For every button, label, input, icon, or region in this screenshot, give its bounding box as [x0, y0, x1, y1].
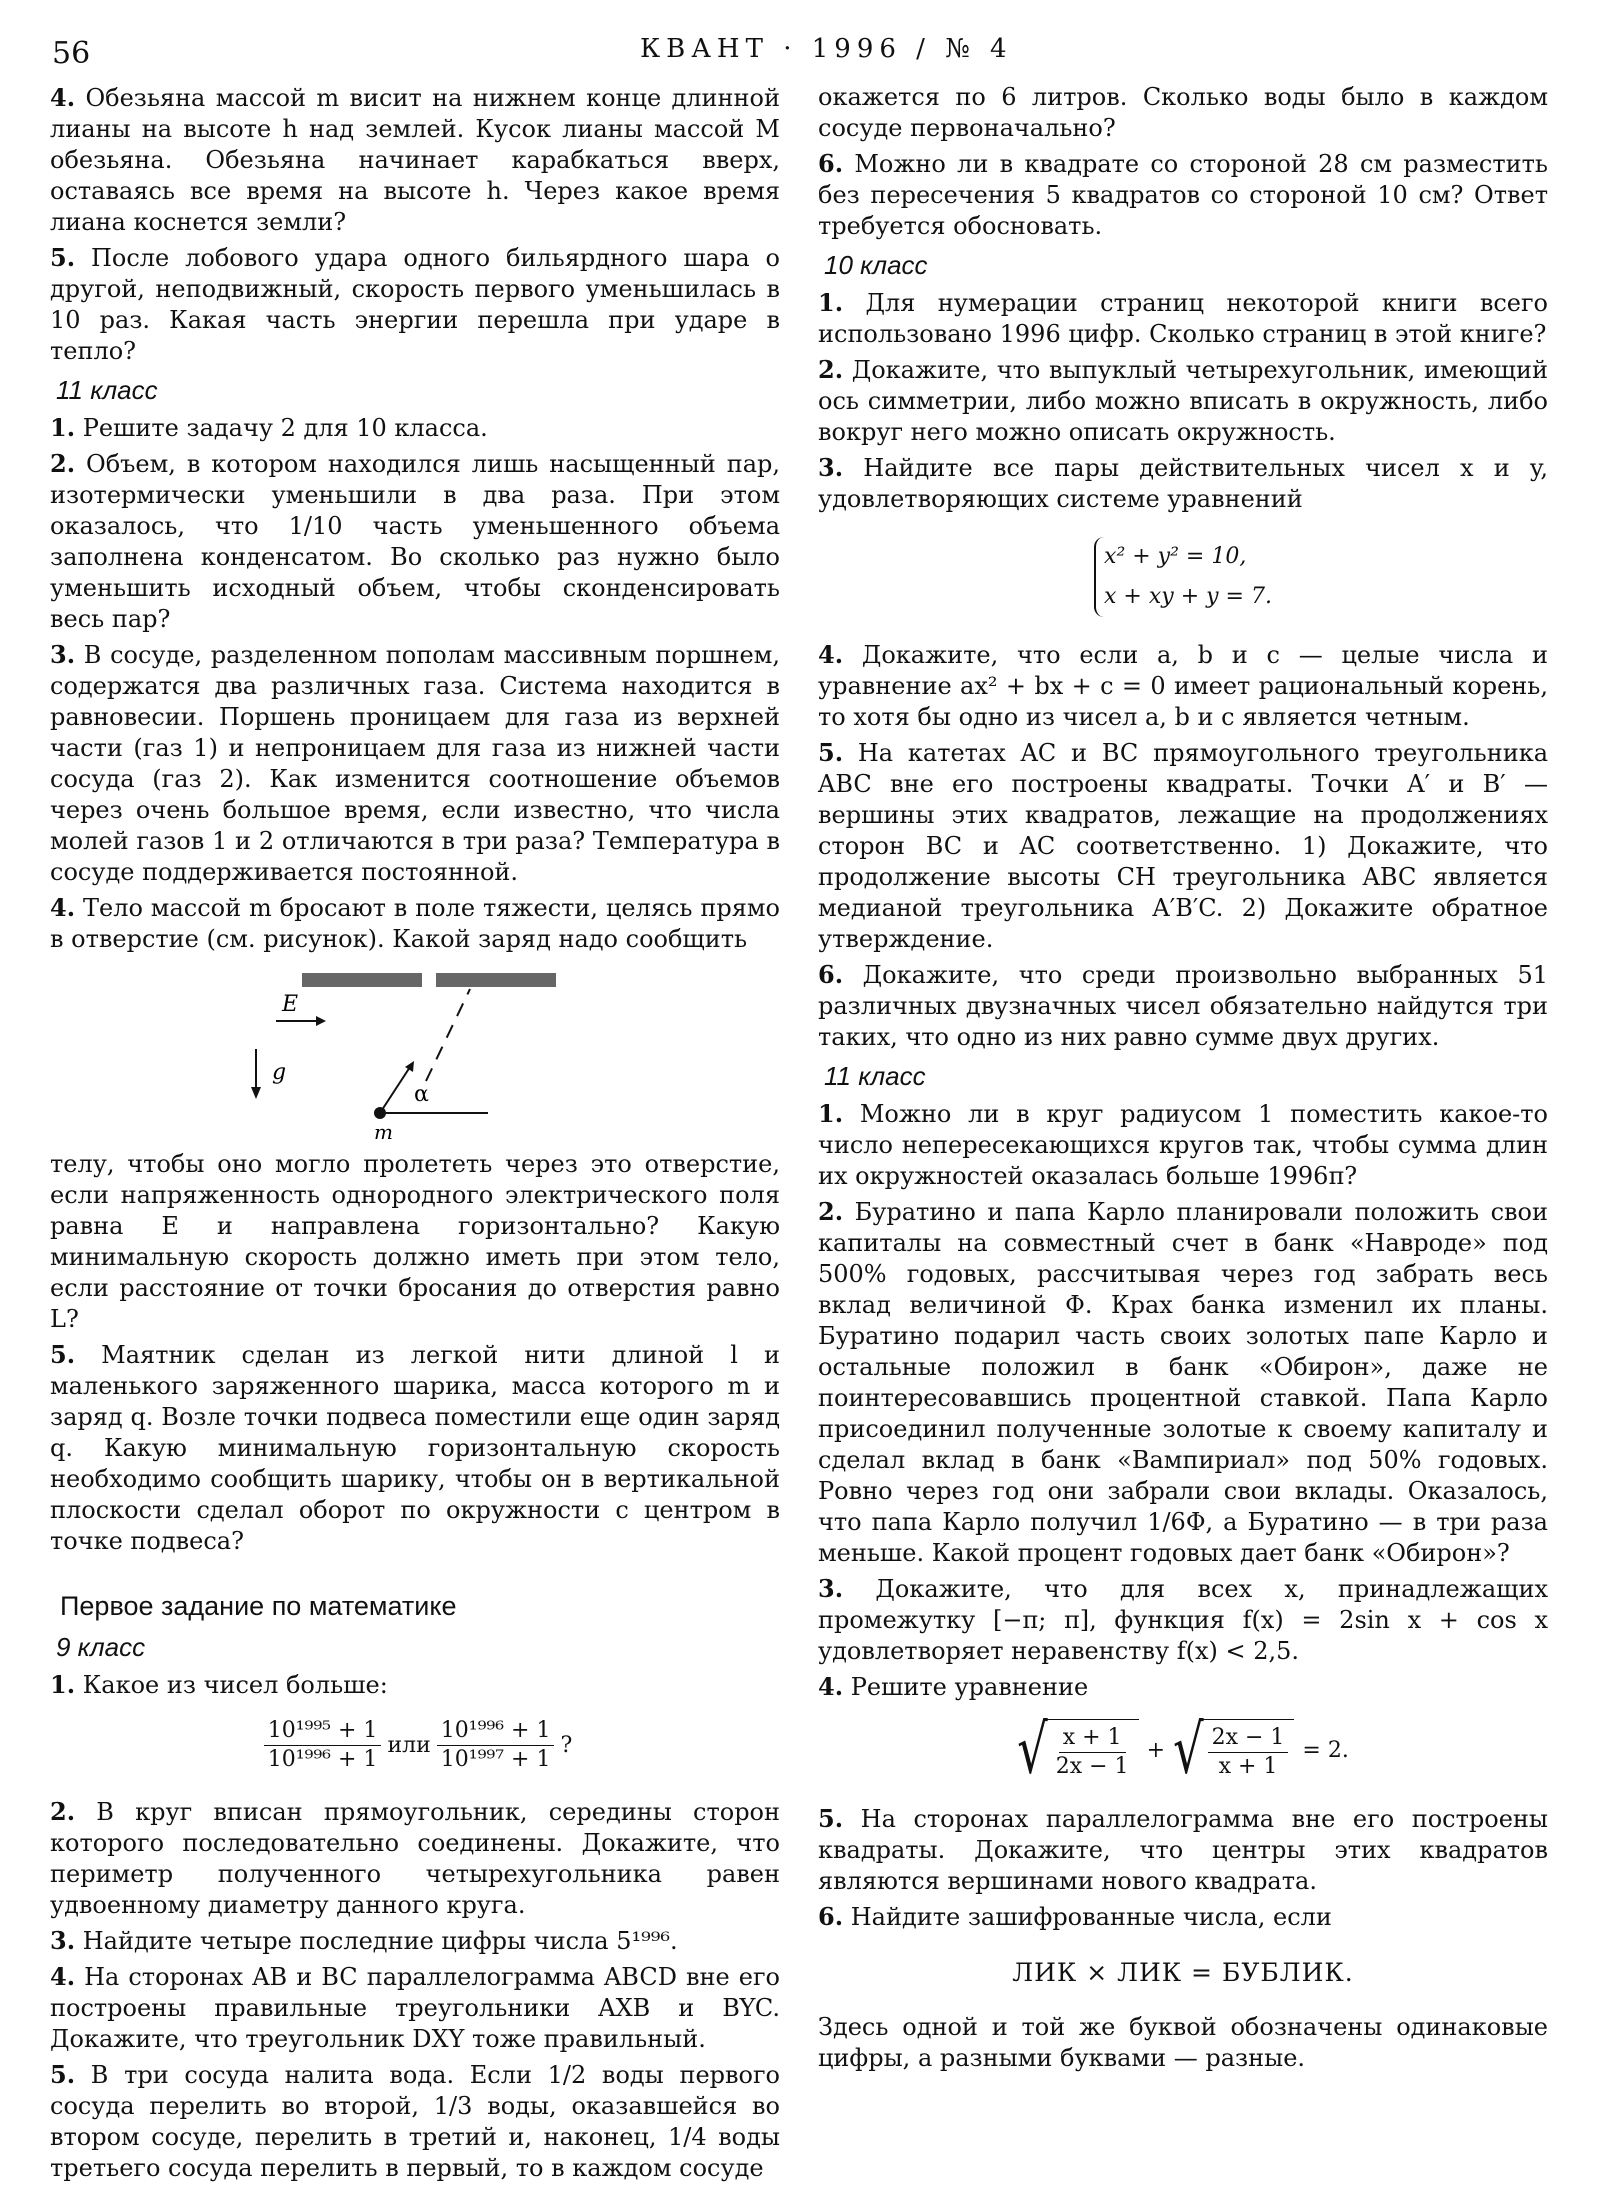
problem-paragraph: 5. На катетах AC и BC прямоугольного треугольника ABC вне его построены квадраты. Точки A′ и B′ — вершины этих квадратов, лежащие на продолжениях сторон BC и AC соответственно. 1) Докажите, что продолжение высоты CH треугольника ABC является медианой треугольника A′B′C. 2) Докажите обратное утверждение. — [818, 738, 1548, 953]
problem-paragraph: 4. Докажите, что если a, b и c — целые числа и уравнение ax² + bx + c = 0 имеет рациональный корень, то хотя бы одно из чисел a, b и c является четным. — [818, 640, 1548, 731]
label-g: g — [272, 1060, 287, 1085]
problem-paragraph: 5. На сторонах параллелограмма вне его построены квадраты. Докажите, что центры этих квадратов являются вершинами нового квадрата. — [818, 1804, 1548, 1895]
left-column — [50, 82, 780, 2188]
label-E: E — [282, 992, 299, 1017]
cipher-equation: ЛИК × ЛИК = БУБЛИК. — [1012, 1958, 1354, 1987]
problem-paragraph: 2. Объем, в котором находился лишь насыщенный пар, изотермически уменьшили в два раза. При этом оказалось, что 1/10 часть уменьшенного объема заполнена конденсатом. Во сколько раз нужно было уменьшить исходный объем, чтобы сконденсировать весь пар? — [50, 449, 780, 633]
problem-paragraph: 1. Решите задачу 2 для 10 класса. — [50, 413, 488, 442]
radical-equation: √ $\frac{x + 1}{2x - 1}$ + √ $\frac{2x - 1}{x + 1}$ = 2. — [1017, 1710, 1349, 1790]
problem-paragraph: 1. Какое из чисел больше: — [50, 1670, 388, 1699]
problem-paragraph: 2. Докажите, что выпуклый четырехугольник, имеющий ось симметрии, либо можно вписать в окружность, либо вокруг него можно описать окружность. — [818, 355, 1548, 446]
wall-right — [436, 973, 556, 987]
problem-paragraph: 4. Решите уравнение — [818, 1672, 1089, 1701]
problem-paragraph: 3. Найдите все пары действительных чисел x и y, удовлетворяющих системе уравнений — [818, 453, 1548, 513]
problem-paragraph: 5. В три сосуда налита вода. Если 1/2 воды первого сосуда перелить во второй, 1/3 воды, оказавшейся во втором сосуде, перелить в третий и, наконец, 1/4 воды третьего сосуда перелить в первый, то в каждом сосуде — [50, 2060, 780, 2182]
problem-paragraph: 5. Маятник сделан из легкой нити длиной l и маленького заряженного шарика, масса которого m и заряд q. Возле точки подвеса поместили еще один заряд q. Какую минимальную горизонтальную скорость необходимо сообщить шарику, чтобы он в вертикальной плоскости сделал оборот по окружности с центром в точке подвеса? — [50, 1340, 780, 1555]
problem-paragraph: 3. Докажите, что для всех x, принадлежащих промежутку [−π; π], функция f(x) = 2sin x + cos x удовлетворяет неравенству f(x) < 2,5. — [818, 1574, 1548, 1665]
closing-paragraph: Здесь одной и той же буквой обозначены одинаковые цифры, а разными буквами — разные. — [818, 2013, 1548, 2072]
problem-paragraph: 1. Можно ли в круг радиусом 1 поместить какое-то число непересекающихся кругов так, чтобы сумма длин их окружностей оказалась больше 1996π? — [818, 1099, 1548, 1190]
physics-diagram — [50, 969, 780, 1139]
problem-paragraph: 4. Обезьяна массой m висит на нижнем конце длинной лианы на высоте h над землей. Кусок лианы массой M обезьяна. Обезьяна начинает карабкаться вверх, оставаясь все время на высоте h. Через какое время лиана коснется земли? — [50, 83, 780, 236]
problem-paragraph: 3. Найдите четыре последние цифры числа 5¹⁹⁹⁶. — [50, 1926, 678, 1955]
section-heading-grade-11-math: 11 класс — [824, 1061, 926, 1091]
section-heading-grade-10: 10 класс — [824, 250, 928, 280]
problem-paragraph: 6. Докажите, что среди произвольно выбранных 51 различных двузначных чисел обязательно найдутся три таких, что одно из них равно сумме двух других. — [818, 960, 1548, 1051]
problem-paragraph: 6. Можно ли в квадрате со стороной 28 см разместить без пересечения 5 квадратов со стороной 10 см? Ответ требуется обосновать. — [818, 149, 1548, 240]
comparison-formula: $\frac{\text{10¹⁹⁹⁵ + 1}}{\text{10¹⁹⁹⁶ + 1}}$ или $\frac{\text{10¹⁹⁹⁶ + 1}}{\text{10¹⁹⁹⁷ + 1}}$ ? — [50, 1717, 780, 1774]
problem-paragraph: 3. В сосуде, разделенном пополам массивным поршнем, содержатся два различных газа. Система находится в равновесии. Поршень проницаем для газа из верхней части (газ 1) и непроницаем для газа из нижней части сосуда (газ 2). Как изменится соотношение объемов через очень большое время, если известно, что числа молей газов 1 и 2 отличаются в три раза? Температура в сосуде поддерживается постоянной. — [50, 640, 780, 886]
problem-paragraph: 1. Для нумерации страниц некоторой книги всего использовано 1996 цифр. Сколько страниц в этой книге? — [818, 288, 1548, 348]
system-equation-2: x + xy + y = 7. — [1104, 584, 1272, 609]
problem-paragraph: 4. На сторонах AB и BC параллелограмма ABCD вне его построены правильные треугольники AXB и BYC. Докажите, что треугольник DXY тоже правильный. — [50, 1962, 780, 2053]
trajectory-line — [426, 989, 470, 1081]
fraction-a: $\frac{\text{10¹⁹⁹⁵ + 1}}{\text{10¹⁹⁹⁶ + 1}}$ — [264, 1717, 382, 1774]
equation-system — [818, 537, 1548, 617]
problem-paragraph: 5. После лобового удара одного бильярдного шара о другой, неподвижный, скорость первого уменьшилась в 10 раз. Какая часть энергии перешла при ударе в тепло? — [50, 243, 780, 365]
launch-arrow-head — [405, 1061, 414, 1072]
problem-paragraph: 2. Буратино и папа Карло планировали положить свои капиталы на совместный счет в банк «Навроде» под 500% годовых, рассчитывая через год забрать весь вклад величиной Φ. Крах банка изменил их планы. Буратино подарил часть своих золотых папе Карло и остальные положил в банк «Обирон», даже не поинтересовавшись процентной ставкой. Папа Карло присоединил полученные золотые к своему капиталу и сделал вклад в банк «Вампириал» под 50% годовых. Ровно через год они забрали свои вклады. Оказалось, что папа Карло получил 1/6Φ, а Буратино — в три раза меньше. Какой процент годовых дает банк «Обирон»? — [818, 1197, 1548, 1567]
section-heading-grade-9: 9 класс — [56, 1632, 146, 1662]
field-arrow-head — [316, 1016, 326, 1026]
section-heading-grade-11-physics: 11 класс — [56, 375, 158, 405]
fraction-b: $\frac{\text{10¹⁹⁹⁶ + 1}}{\text{10¹⁹⁹⁷ + 1}}$ — [437, 1717, 555, 1774]
launch-line — [380, 1067, 410, 1113]
label-alpha: α — [414, 1082, 429, 1107]
formula-or: или — [387, 1733, 431, 1758]
running-head: КВАНТ · 1996 / № 4 — [640, 34, 1013, 64]
page-header — [0, 28, 1600, 71]
system-equation-1: x² + y² = 10, — [1104, 544, 1247, 569]
page-number: 56 — [52, 36, 91, 71]
label-m: m — [374, 1120, 393, 1139]
mass-point — [374, 1107, 386, 1119]
problem-paragraph: телу, чтобы оно могло пролететь через это отверстие, если напряженность однородного электрического поля равна E и направлена горизонтально? Какую минимальную скорость должно иметь при этом тело, если расстояние от точки бросания до отверстия равно L? — [50, 1150, 780, 1333]
problem-paragraph: 6. Найдите зашифрованные числа, если — [818, 1902, 1332, 1931]
problem-paragraph: окажется по 6 литров. Сколько воды было в каждом сосуде первоначально? — [818, 83, 1548, 142]
wall-left — [302, 973, 422, 987]
math-section-title: Первое задание по математике — [60, 1591, 457, 1621]
problem-paragraph: 4. Тело массой m бросают в поле тяжести, целясь прямо в отверстие (см. рисунок). Какой заряд надо сообщить — [50, 893, 781, 953]
right-column — [818, 82, 1548, 2078]
problem-paragraph: 2. В круг вписан прямоугольник, середины сторон которого последовательно соединены. Докажите, что периметр полученного четырехугольника равен удвоенному диаметру данного круга. — [50, 1797, 781, 1919]
diagram-svg — [50, 969, 780, 1139]
gravity-arrow-head — [251, 1087, 261, 1099]
